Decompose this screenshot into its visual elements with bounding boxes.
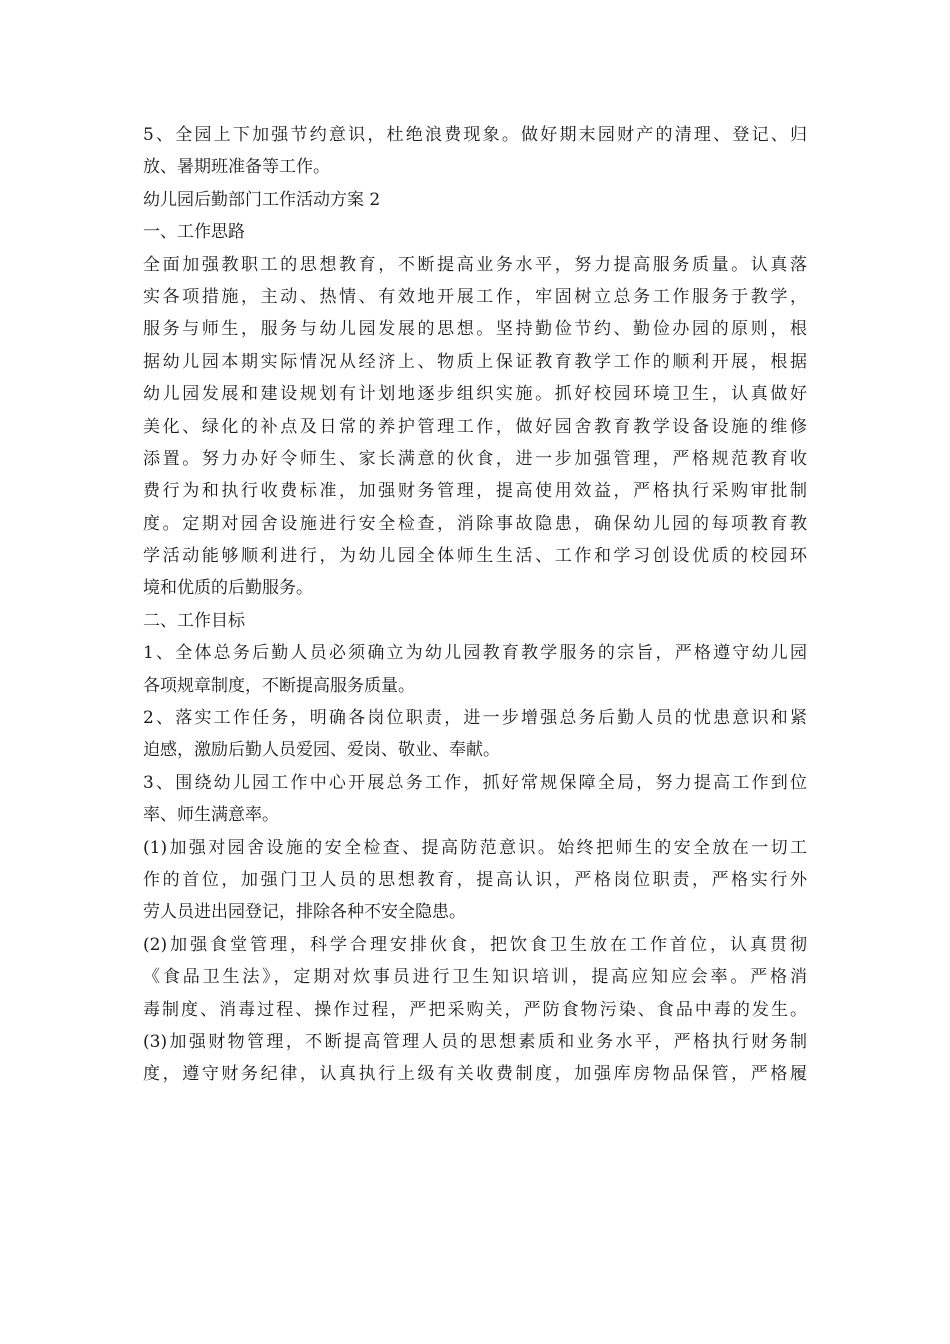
text-line: 全面加强教职工的思想教育，不断提高业务水平，努力提高服务质量。认真落 xyxy=(143,254,807,275)
text-line: (2)加强食堂管理，科学合理安排伙食，把饮食卫生放在工作首位，认真贯彻 xyxy=(143,934,807,955)
text-line: 服务与师生，服务与幼儿园发展的思想。坚持勤俭节约、勤俭办园的原则，根 xyxy=(143,319,807,340)
text-line: 2、落实工作任务，明确各岗位职责，进一步增强总务后勤人员的忧患意识和紧 xyxy=(143,708,807,729)
text-line: 费行为和执行收费标准，加强财务管理，提高使用效益，严格执行采购审批制 xyxy=(143,481,807,502)
text-line: 5、全园上下加强节约意识，杜绝浪费现象。做好期末园财产的清理、登记、归 xyxy=(143,125,807,145)
document-body xyxy=(143,119,807,1091)
text-line: 境和优质的后勤服务。 xyxy=(143,578,313,599)
text-line: 作的首位，加强门卫人员的思想教育，提高认识，严格岗位职责，严格实行外 xyxy=(143,869,807,890)
text-line: 3、围绕幼儿园工作中心开展总务工作，抓好常规保障全局，努力提高工作到位 xyxy=(143,772,807,793)
text-line: 率、师生满意率。 xyxy=(143,805,279,826)
text-line: 度，遵守财务纪律，认真执行上级有关收费制度，加强库房物品保管，严格履 xyxy=(143,1064,807,1085)
text-line: (1)加强对园舍设施的安全检查、提高防范意识。始终把师生的安全放在一切工 xyxy=(143,837,807,858)
text-line: 劳人员进出园登记，排除各种不安全隐患。 xyxy=(143,902,466,923)
text-line: 幼儿园发展和建设规划有计划地逐步组织实施。抓好校园环境卫生，认真做好 xyxy=(143,384,807,405)
text-line: 放、暑期班准备等工作。 xyxy=(143,157,330,178)
text-line: 各项规章制度，不断提高服务质量。 xyxy=(143,675,415,696)
text-line: (3)加强财物管理，不断提高管理人员的思想素质和业务水平，严格执行财务制 xyxy=(143,1031,807,1052)
text-line: 《食品卫生法》，定期对炊事员进行卫生知识培训，提高应知应会率。严格消 xyxy=(143,967,807,988)
text-line: 实各项措施，主动、热情、有效地开展工作，牢固树立总务工作服务于教学， xyxy=(143,286,807,307)
text-line: 二、工作目标 xyxy=(143,610,245,631)
text-line: 美化、绿化的补点及日常的养护管理工作，做好园舍教育教学设备设施的维修 xyxy=(143,416,807,437)
text-line: 学活动能够顺利进行，为幼儿园全体师生生活、工作和学习创设优质的校园环 xyxy=(143,546,807,567)
text-line: 毒制度、消毒过程、操作过程，严把采购关，严防食物污染、食品中毒的发生。 xyxy=(143,999,807,1020)
text-line: 迫感，激励后勤人员爱园、爱岗、敬业、奉献。 xyxy=(143,740,500,761)
text-line: 幼儿园后勤部门工作活动方案 2 xyxy=(143,189,381,210)
text-line: 一、工作思路 xyxy=(143,222,245,243)
text-line: 1、全体总务后勤人员必须确立为幼儿园教育教学服务的宗旨，严格遵守幼儿园 xyxy=(143,643,807,664)
text-line: 据幼儿园本期实际情况从经济上、物质上保证教育教学工作的顺利开展，根据 xyxy=(143,351,807,372)
text-line: 添置。努力办好令师生、家长满意的伙食，进一步加强管理，严格规范教育收 xyxy=(143,448,807,469)
text-line: 度。定期对园舍设施进行安全检查，消除事故隐患，确保幼儿园的每项教育教 xyxy=(143,513,807,534)
